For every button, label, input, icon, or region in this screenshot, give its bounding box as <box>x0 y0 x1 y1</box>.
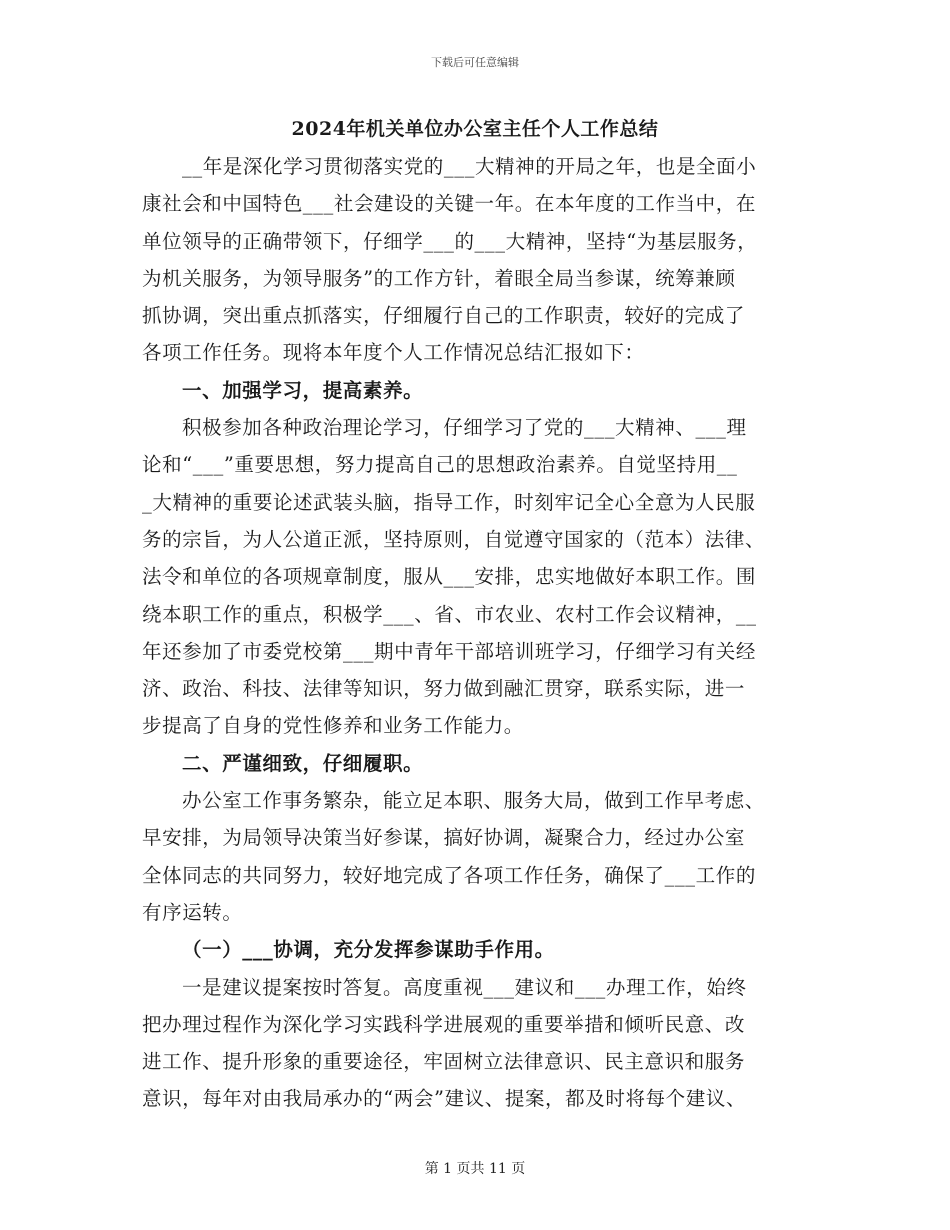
paragraph-line: 年还参加了市委党校第___期中青年干部培训班学习，仔细学习有关经 <box>142 639 756 663</box>
paragraph-line: 为机关服务，为领导服务”的工作方针，着眼全局当参谋，统筹兼顾 <box>142 266 736 290</box>
paragraph-line: 有序运转。 <box>142 900 243 924</box>
subsection-heading: （一）___协调，充分发挥参谋助手作用。 <box>182 938 555 962</box>
paragraph-line: 济、政治、科技、法律等知识，努力做到融汇贯穿，联系实际，进一 <box>142 677 746 701</box>
paragraph-line: _大精神的重要论述武装头脑，指导工作，时刻牢记全心全意为人民服 <box>142 490 756 514</box>
paragraph-line: 法令和单位的各项规章制度，服从___安排，忠实地做好本职工作。围 <box>142 565 756 589</box>
document-body <box>142 148 810 1118</box>
paragraph-line: 抓协调，突出重点抓落实，仔细履行自己的工作职责，较好的完成了 <box>142 304 746 328</box>
section-heading: 一、加强学习，提高素养。 <box>182 378 424 402</box>
paragraph-line: 一是建议提案按时答复。高度重视___建议和___办理工作，始终 <box>182 975 747 999</box>
header-note: 下载后可任意编辑 <box>431 56 519 69</box>
paragraph-line: 把办理过程作为深化学习实践科学进展观的重要举措和倾听民意、改 <box>142 1012 746 1036</box>
page-number: 第 1 页共 11 页 <box>424 1161 526 1177</box>
paragraph-line: 步提高了自身的党性修养和业务工作能力。 <box>142 714 524 738</box>
paragraph-line: 早安排，为局领导决策当好参谋，搞好协调，凝聚合力，经过办公室 <box>142 826 746 850</box>
paragraph-line: 各项工作任务。现将本年度个人工作情况总结汇报如下： <box>142 341 645 365</box>
paragraph-line: 绕本职工作的重点，积极学___、省、市农业、农村工作会议精神，__ <box>142 602 757 626</box>
paragraph-line: 积极参加各种政治理论学习，仔细学习了党的___大精神、___理 <box>182 416 747 440</box>
paragraph-line: 全体同志的共同努力，较好地完成了各项工作任务，确保了___工作的 <box>142 863 756 887</box>
paragraph-line: 务的宗旨，为人公道正派，坚持原则，自觉遵守国家的（范本）法律、 <box>142 527 766 551</box>
section-heading: 二、严谨细致，仔细履职。 <box>182 751 424 775</box>
paragraph-line: 论和“___”重要思想，努力提高自己的思想政治素养。自觉坚持用__ <box>142 453 738 477</box>
paragraph-line: 意识，每年对由我局承办的“两会”建议、提案，都及时将每个建议、 <box>142 1087 747 1111</box>
paragraph-line: __年是深化学习贯彻落实党的___大精神的开局之年，也是全面小 <box>182 155 757 178</box>
document-title: 2024年机关单位办公室主任个人工作总结 <box>291 118 659 140</box>
paragraph-line: 进工作、提升形象的重要途径，牢固树立法律意识、民主意识和服务 <box>142 1050 746 1074</box>
paragraph-line: 康社会和中国特色___社会建设的关键一年。在本年度的工作当中，在 <box>142 192 756 216</box>
paragraph-line: 办公室工作事务繁杂，能立足本职、服务大局，做到工作早考虑、 <box>182 789 765 813</box>
paragraph-line: 单位领导的正确带领下，仔细学___的___大精神，坚持“为基层服务， <box>142 229 758 253</box>
